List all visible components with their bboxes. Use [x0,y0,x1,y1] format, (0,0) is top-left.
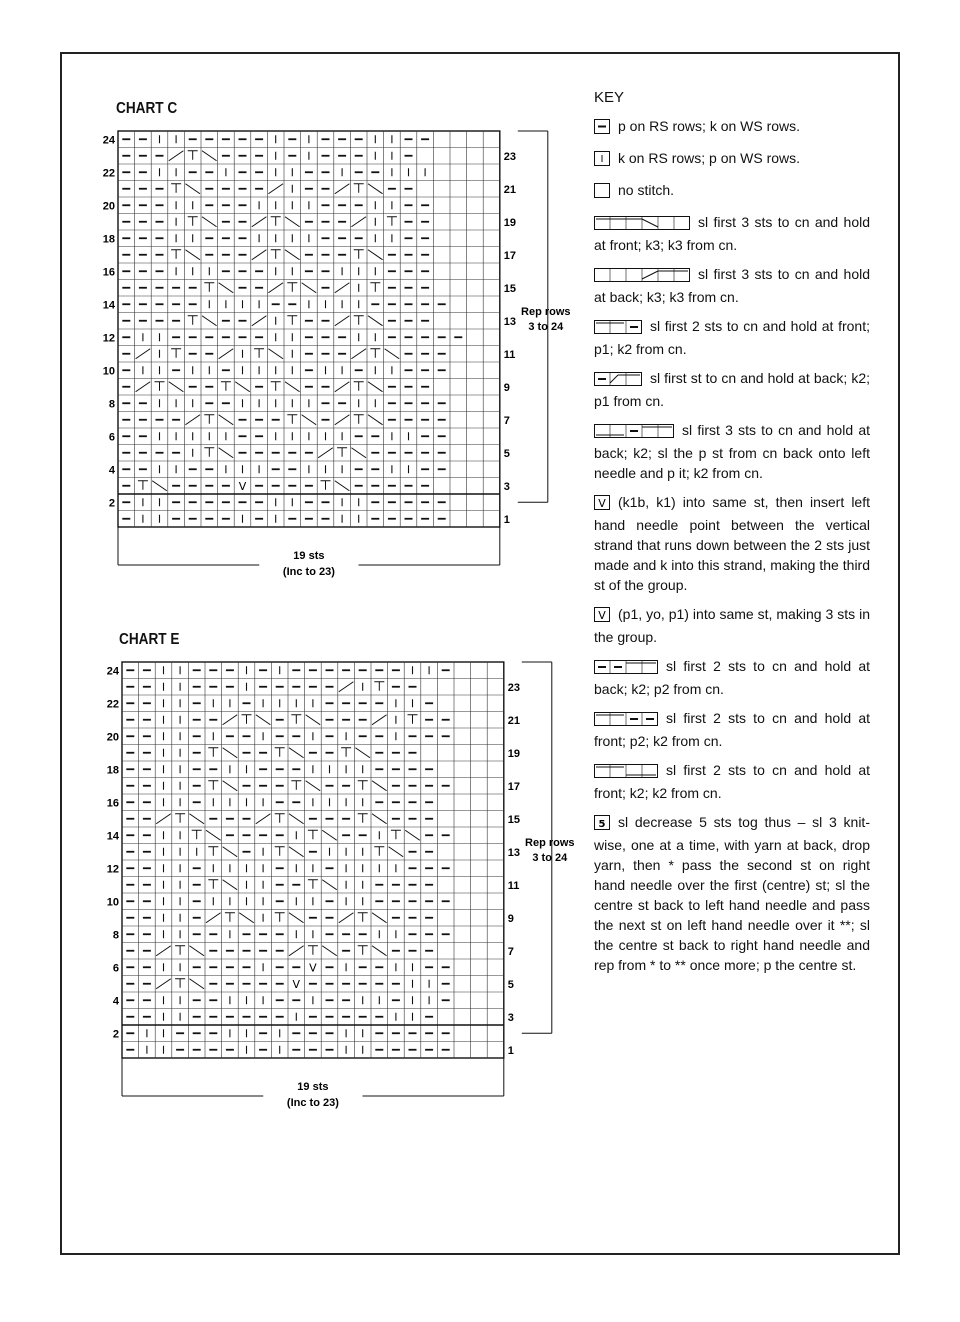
cable-mark [308,880,318,889]
cable-mark [358,781,368,790]
row-label-right: 15 [507,813,521,826]
cable-mark [358,913,368,922]
sts-label-inc: (Inc to 23) [282,566,335,578]
row-label-left: 8 [108,398,115,411]
key-item [594,212,870,255]
row-label-left: 12 [106,863,119,876]
row-label-right: 21 [503,183,517,196]
key-item [594,116,870,139]
row-label-left: 20 [102,200,115,213]
cable-mark [372,946,387,956]
cross-back-purl-icon [594,371,642,391]
knit-bar-icon [594,151,610,171]
row-label-left: 4 [108,464,115,477]
svg-text:V: V [598,497,606,510]
chart-e-sts-bracket [122,1058,504,1109]
row-label-right: 15 [503,282,517,295]
row-label-left: 2 [112,1028,119,1041]
key-item-text: sl first st to cn and hold at back; k2; p1 from cn. [594,370,870,409]
key-item-text: k on RS rows; p on WS rows. [618,150,801,166]
key-item-text: sl first 2 sts to cn and hold at back; k2; p2 from cn. [594,658,870,697]
cable-mark [256,814,271,824]
row-label-right: 5 [503,447,510,460]
row-label-right: 17 [507,780,521,793]
key-item-text: sl first 3 sts to cn and hold at back; k2; sl the p st from cn back onto left needle and p it; k2 from cn. [594,422,870,481]
cable-mark [208,748,218,757]
cable-mark [208,880,218,889]
key-item [594,264,870,307]
no-stitch-icon [594,183,610,203]
row-label-right: 13 [507,846,521,859]
rep-label-range: 3 to 24 [532,851,568,864]
row-label-right: 23 [503,150,517,163]
row-label-right: 11 [507,879,520,892]
key-item-text: sl first 2 sts to cn and hold at front; k2; k2 from cn. [594,762,870,801]
cable-mark [374,847,384,856]
cable-mark [291,781,301,790]
increase-mark: V [292,977,301,991]
cable-mark [289,946,304,956]
cable-mark [339,682,354,692]
cable-mark [192,830,202,839]
cable-mark [372,781,387,791]
inc-knit-v-icon [594,495,610,515]
svg-text:5: 5 [598,819,606,830]
row-label-left: 18 [106,764,119,777]
row-label-right: 11 [503,348,516,361]
row-label-right: 23 [507,681,521,694]
row-label-left: 22 [106,698,119,711]
cable-mark [339,913,354,923]
cable-mark [355,748,370,758]
cable-mark [156,979,171,989]
cable-mark [372,715,387,725]
cable-mark [358,946,368,955]
row-label-right: 1 [503,513,510,526]
cable-mark [322,830,337,840]
sts-label: 19 sts [297,1081,329,1093]
row-label-right: 3 [503,480,510,493]
row-label-right: 19 [507,747,521,760]
key-item [594,180,870,203]
row-label-left: 12 [102,332,115,345]
cable-mark [189,946,204,956]
cable-mark [156,946,171,956]
cable-mark [275,913,285,922]
cable-mark [256,715,271,725]
row-label-right: 7 [503,414,510,427]
cable-5-back-icon [594,423,674,443]
key-item-text: no stitch. [618,182,675,198]
cable-mark [206,913,221,923]
cable-mark [223,847,238,857]
cable-mark [289,847,304,857]
cable-mark [242,715,252,724]
cable-mark [175,946,185,955]
key-item [594,368,870,411]
row-label-right: 3 [507,1011,514,1024]
cable-mark [408,715,418,724]
row-label-right: 7 [507,945,514,958]
key-item [594,316,870,359]
cable-mark [358,814,368,823]
row-label-left: 6 [112,962,119,975]
row-label-left: 4 [112,995,119,1008]
row-label-left: 6 [108,431,115,444]
cable-mark [306,715,321,725]
key-item [594,760,870,803]
key-item [594,604,870,647]
key-title: KEY [594,89,625,106]
cable-mark [275,748,285,757]
row-label-right: 21 [507,714,521,727]
cross-front-purl-icon [594,319,642,339]
row-label-left: 20 [106,731,119,744]
cable-mark [374,682,384,691]
row-label-right: 9 [503,381,510,394]
row-label-right: 5 [507,978,514,991]
cross-front-p2-icon [594,711,658,731]
cable-mark [239,913,254,923]
chart-e-cells [122,662,504,1058]
cable-mark [289,913,304,923]
row-label-right: 13 [503,315,517,328]
chart-e-title: CHART E [119,631,180,648]
cable-mark [389,847,404,857]
row-label-right: 1 [507,1044,514,1057]
cable-mark [175,979,185,988]
cable-mark [322,880,337,890]
key-item [594,420,870,483]
rep-label-range: 3 to 24 [528,320,564,333]
key-item-text: sl first 2 sts to cn and hold at front; p1; k2 from cn. [594,318,870,357]
cable-mark [208,781,218,790]
row-label-left: 16 [102,266,115,279]
key-item-text: (p1, yo, p1) into same st, making 3 sts in the group. [594,606,870,645]
key-item-text: sl first 3 sts to cn and hold at back; k3; k3 from cn. [594,266,870,305]
key-item [594,656,870,699]
row-label-left: 14 [106,830,119,843]
row-label-left: 10 [102,365,115,378]
chart-c-title: CHART C [116,100,178,117]
cable-mark [223,781,238,791]
key-item-text: sl first 3 sts to cn and hold at front; k3; k3 from cn. [594,214,870,253]
row-label-left: 8 [112,929,119,942]
key-item-text: sl decrease 5 sts tog thus – sl 3 knit-wise, one at a time, with yarn at back, drop yarn, then * pass the second st on right hand needle over the first (centre) st; sl the centre st back to left hand needle and pass the next st on left hand needle over it **; sl the centre st back to right hand needle and rep from * to ** once more; p the centre st. [594,814,870,973]
decrease-5-icon [594,815,610,835]
cable-mark [225,913,235,922]
row-label-left: 16 [106,797,119,810]
cable-mark [223,715,238,725]
increase-mark: V [309,961,317,975]
row-label-right: 17 [503,249,517,262]
sts-label-inc: (Inc to 23) [286,1097,339,1109]
cable-mark [208,847,218,856]
row-label-left: 10 [106,896,119,909]
cable-mark [175,814,185,823]
cable-mark [306,781,321,791]
cable-mark [391,830,401,839]
row-label-left: 22 [102,167,115,180]
key-item [594,492,870,595]
key-item-text: p on RS rows; k on WS rows. [618,118,801,134]
row-label-right: 9 [507,912,514,925]
cable-mark [289,748,304,758]
increase-mark: V [238,479,247,493]
cable-mark [189,814,204,824]
cable-mark [308,946,318,955]
row-label-left: 2 [108,497,115,510]
cross-back-p2-icon [594,659,658,679]
svg-text:V: V [598,609,606,622]
cable-mark [223,748,238,758]
key-item [594,812,870,975]
cable-6-front-icon [594,215,690,235]
cable-mark [308,830,318,839]
cable-mark [322,946,337,956]
cable-mark [206,830,221,840]
cable-mark [275,814,285,823]
cable-6-back-icon [594,267,690,287]
sts-label: 19 sts [293,550,325,562]
cable-mark [291,715,301,724]
cable-mark [405,830,420,840]
key-item-text: sl first 2 sts to cn and hold at front; p2; k2 from cn. [594,710,870,749]
key-panel [594,88,870,984]
cable-mark [289,814,304,824]
rep-label: Rep rows [521,305,571,318]
row-label-right: 19 [503,216,517,229]
row-label-left: 18 [102,233,115,246]
key-item [594,148,870,171]
row-label-left: 24 [102,134,115,147]
key-item-text: (k1b, k1) into same st, then insert left hand needle point between the vertical strand that runs down between the 2 sts just made and k into this strand, making the third st of the group. [594,494,870,593]
cable-mark [372,814,387,824]
cable-mark [275,847,285,856]
rep-label: Rep rows [525,836,575,849]
row-label-left: 24 [106,665,119,678]
cable-mark [372,913,387,923]
cable-mark [223,880,238,890]
chart-e-repeat-bracket [522,662,575,1033]
cable-mark [341,748,351,757]
purl-dash-icon [594,119,610,139]
key-item [594,708,870,751]
inc-purl-v-icon [594,607,610,627]
cable-4-front-icon [594,763,658,783]
cable-mark [156,814,171,824]
cable-mark [189,979,204,989]
row-label-left: 14 [102,299,115,312]
